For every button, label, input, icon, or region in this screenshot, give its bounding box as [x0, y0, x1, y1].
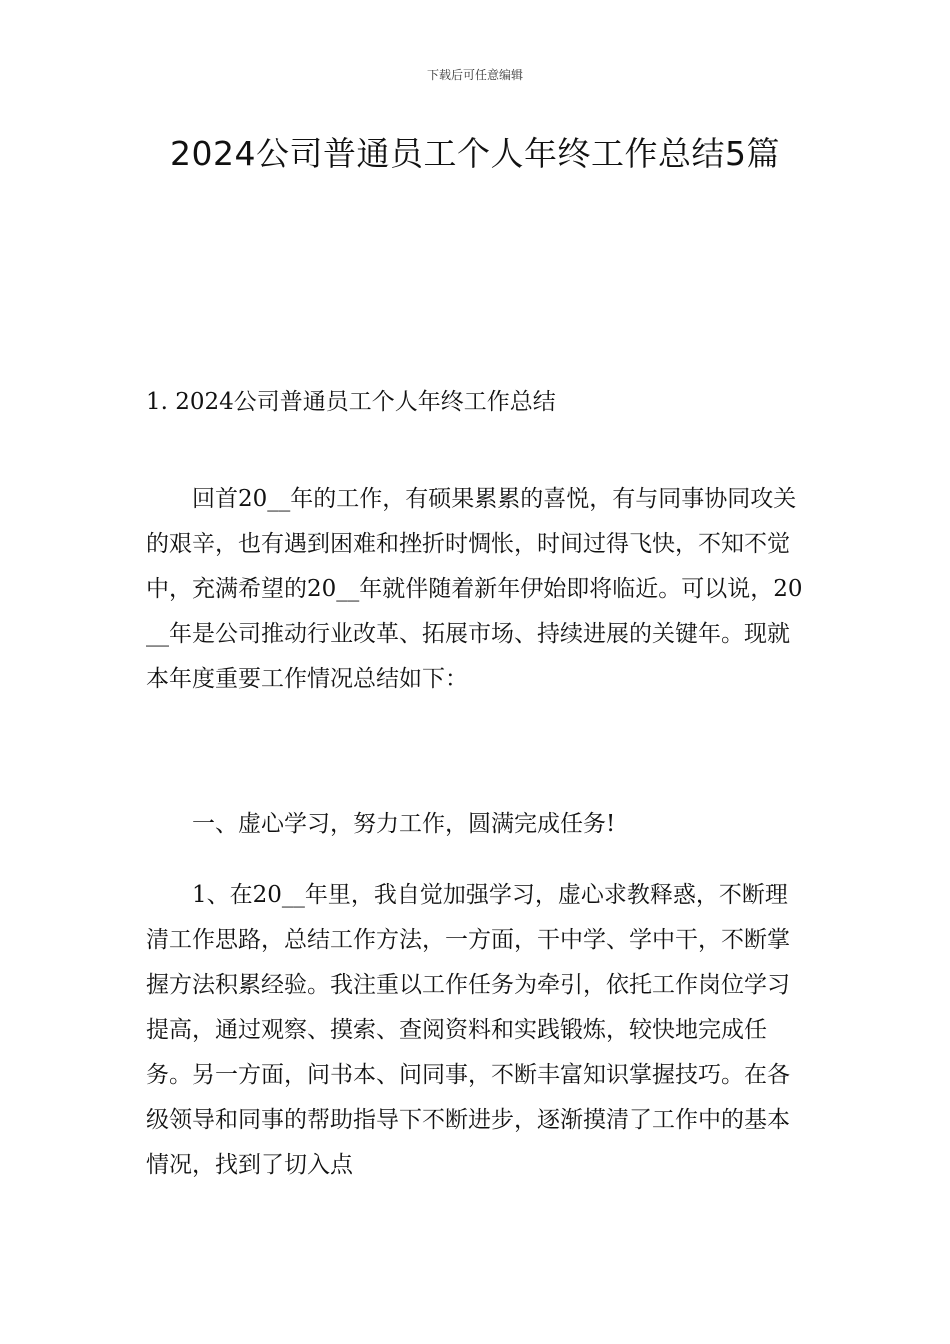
header-note: 下载后可任意编辑 — [426, 68, 523, 82]
heading-one: 一、虚心学习，努力工作，圆满完成任务! — [192, 811, 616, 837]
paragraph-intro: 回首20__年的工作，有硕果累累的喜悦，有与同事协同攻关的艰辛，也有遇到困难和挫折时惆怅，时间过得飞快，不知不觉中，充满希望的20__年就伴随着新年伊始即将临近。可以说，20__年是公司推动行业改革、拓展市场、持续进展的关键年。现就本年度重要工作情况总结如下： — [146, 486, 803, 692]
paragraph-study: 1、在20__年里，我自觉加强学习，虚心求教释惑，不断理清工作思路，总结工作方法，一方面，干中学、学中干，不断掌握方法积累经验。我注重以工作任务为牵引，依托工作岗位学习提高，通过观察、摸索、查阅资料和实践锻炼，较快地完成任务。另一方面，问书本、问同事，不断丰富知识掌握技巧。在各级领导和同事的帮助指导下不断进步，逐渐摸清了工作中的基本情况，找到了切入点 — [146, 882, 790, 1178]
document-title: 2024公司普通员工个人年终工作总结5篇 — [170, 134, 780, 173]
section-title: 1. 2024公司普通员工个人年终工作总结 — [146, 389, 556, 415]
